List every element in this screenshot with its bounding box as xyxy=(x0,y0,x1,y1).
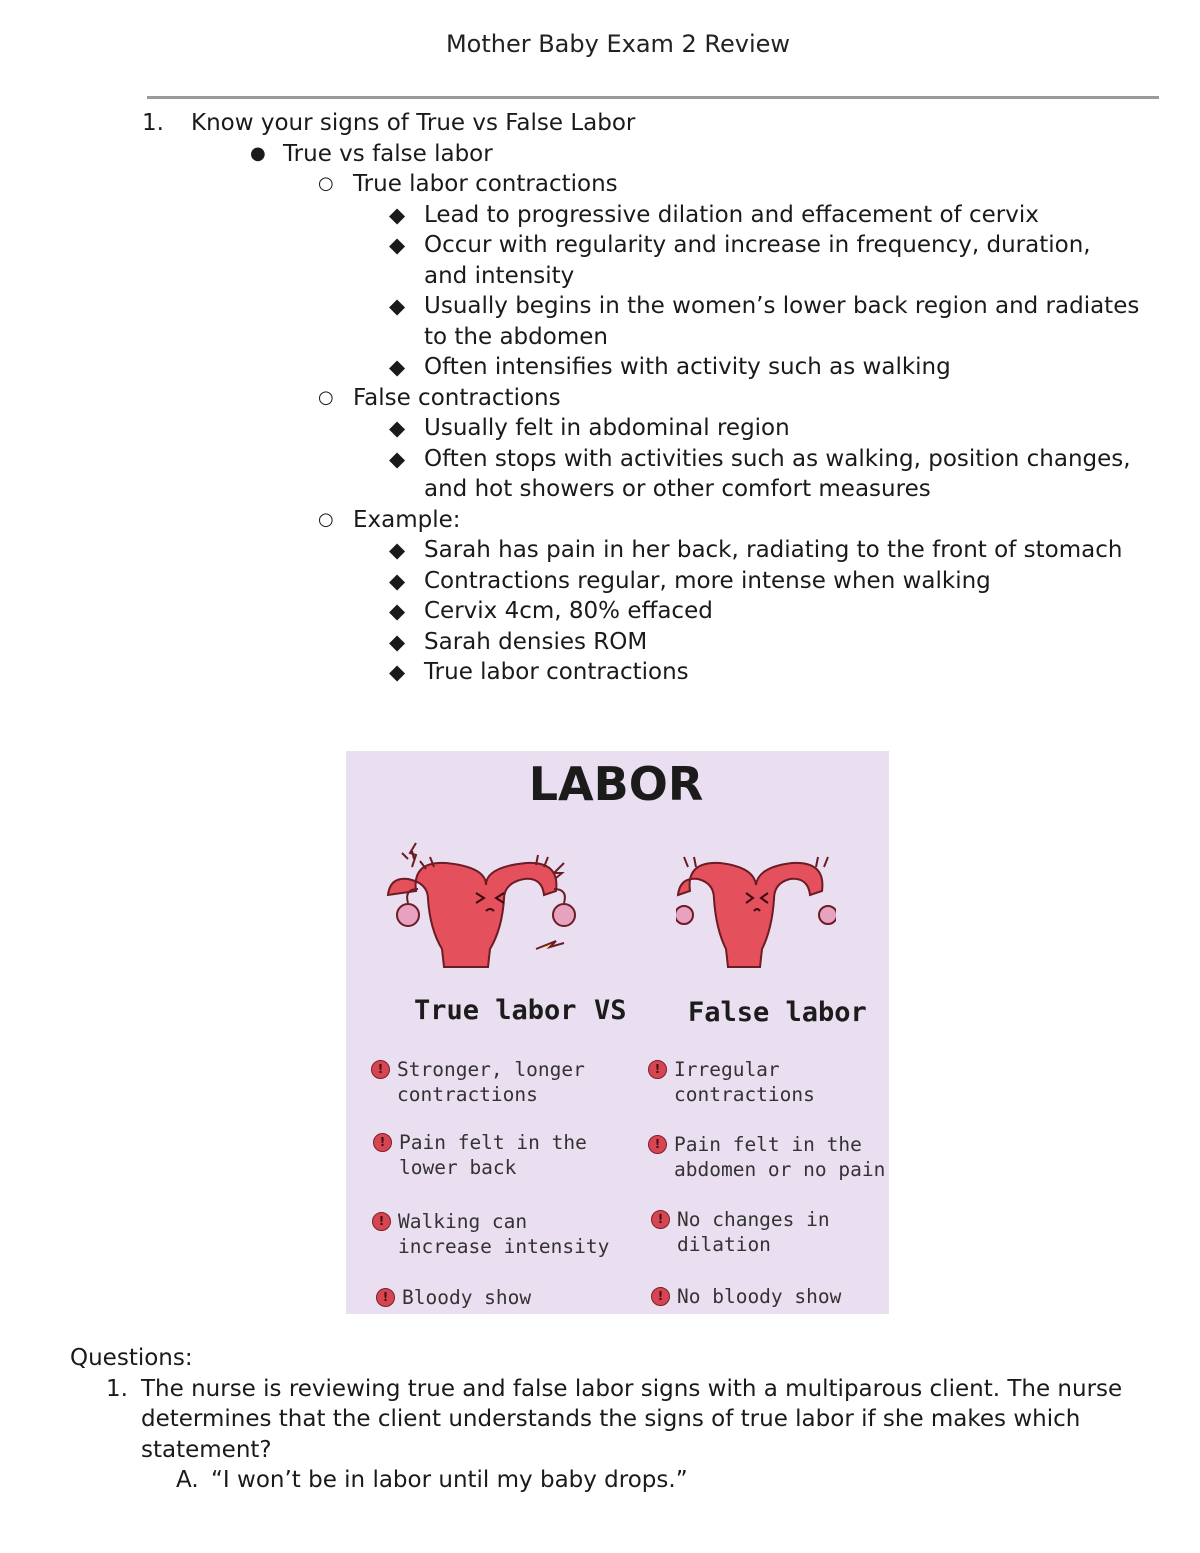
uterus-false-labor-icon xyxy=(676,831,836,976)
diamond-bullet-icon: ◆ xyxy=(389,599,406,623)
alert-bullet-icon: ! xyxy=(373,1133,392,1152)
question-item xyxy=(0,1374,1200,1466)
section-number: 1. xyxy=(142,110,164,136)
topic-text: True vs false labor xyxy=(283,140,493,167)
labor-infographic xyxy=(346,751,889,1314)
group-label: Example: xyxy=(353,506,461,533)
list-item-text: Usually felt in abdominal region xyxy=(424,415,790,441)
list-item-text: Sarah densies ROM xyxy=(424,628,648,655)
diamond-bullet-icon: ◆ xyxy=(389,538,406,562)
list-item-text: Contractions regular, more intense when walking xyxy=(424,567,991,594)
section-heading-line xyxy=(0,108,1200,139)
alert-bullet-icon: ! xyxy=(376,1288,395,1307)
alert-bullet-icon: ! xyxy=(648,1135,667,1154)
false-labor-fact xyxy=(654,1132,888,1182)
fact-text: Stronger, longer contractions xyxy=(397,1058,585,1106)
alert-bullet-icon: ! xyxy=(651,1210,670,1229)
list-item xyxy=(0,566,1200,597)
true-labor-fact xyxy=(379,1130,589,1180)
diamond-bullet-icon: ◆ xyxy=(389,202,406,227)
circle-bullet-icon: ○ xyxy=(318,386,334,408)
fact-text: Pain felt in the lower back xyxy=(399,1131,587,1179)
circle-bullet-icon: ○ xyxy=(318,173,334,194)
list-item-text: True labor contractions xyxy=(424,659,689,685)
list-item-text: Lead to progressive dilation and effacement of cervix xyxy=(424,201,1039,228)
alert-bullet-icon: ! xyxy=(371,1060,390,1079)
diamond-bullet-icon: ◆ xyxy=(389,233,406,257)
infographic-title: LABOR xyxy=(528,757,704,811)
header-divider xyxy=(147,96,1159,99)
list-item xyxy=(0,413,1200,444)
list-item-text: Sarah has pain in her back, radiating to the front of stomach xyxy=(424,537,1123,563)
group-label-line xyxy=(0,169,1200,200)
review-section xyxy=(0,108,1200,688)
document-title: Mother Baby Exam 2 Review xyxy=(445,30,791,58)
questions-label: Questions: xyxy=(70,1345,193,1371)
diamond-bullet-icon: ◆ xyxy=(389,660,406,684)
fact-text: Pain felt in the abdomen or no pain xyxy=(674,1133,886,1181)
true-labor-fact xyxy=(382,1285,602,1310)
fact-text: No bloody show xyxy=(677,1285,842,1308)
list-item-text: Often intensifies with activity such as walking xyxy=(424,354,951,380)
option-letter: A. xyxy=(176,1467,199,1493)
false-labor-fact xyxy=(654,1057,844,1107)
circle-bullet-icon: ○ xyxy=(318,508,334,530)
fact-text: No changes in dilation xyxy=(677,1208,830,1256)
list-item xyxy=(0,657,1200,688)
list-item xyxy=(0,535,1200,566)
list-item xyxy=(0,627,1200,658)
list-item-text: Occur with regularity and increase in frequency, duration, and intensity xyxy=(424,232,1091,289)
questions-section xyxy=(0,1343,1200,1496)
fact-text: Irregular contractions xyxy=(674,1058,815,1106)
list-item xyxy=(0,352,1200,383)
alert-bullet-icon: ! xyxy=(651,1287,670,1306)
diamond-bullet-icon: ◆ xyxy=(389,416,406,440)
disc-bullet-icon: ● xyxy=(250,142,266,164)
diamond-bullet-icon: ◆ xyxy=(389,568,406,593)
diamond-bullet-icon: ◆ xyxy=(389,294,406,318)
true-labor-heading: True labor xyxy=(414,995,577,1026)
option-text: “I won’t be in labor until my baby drops.” xyxy=(211,1467,688,1493)
alert-bullet-icon: ! xyxy=(372,1212,391,1231)
question-number: 1. xyxy=(106,1375,128,1402)
list-item xyxy=(0,444,1200,505)
fact-text: Bloody show xyxy=(402,1286,532,1309)
list-item xyxy=(0,200,1200,231)
group-label-line xyxy=(0,505,1200,536)
list-item xyxy=(0,596,1200,627)
list-item-text: Usually begins in the women’s lower back region and radiates to the abdomen xyxy=(424,293,1140,350)
alert-bullet-icon: ! xyxy=(648,1060,667,1079)
false-labor-fact xyxy=(657,1284,887,1309)
group-label: True labor contractions xyxy=(353,171,618,197)
answer-option xyxy=(0,1465,1200,1496)
true-labor-fact xyxy=(378,1209,618,1259)
diamond-bullet-icon: ◆ xyxy=(389,355,406,379)
section-heading: Know your signs of True vs False Labor xyxy=(191,110,636,136)
false-labor-fact xyxy=(657,1207,847,1257)
diamond-bullet-icon: ◆ xyxy=(389,629,406,654)
uterus-true-labor-icon xyxy=(386,831,586,976)
list-item xyxy=(0,291,1200,352)
false-labor-heading: False labor xyxy=(688,997,867,1028)
true-labor-fact xyxy=(377,1057,597,1107)
group-label-line xyxy=(0,383,1200,414)
list-item-text: Cervix 4cm, 80% effaced xyxy=(424,598,713,624)
topic-line xyxy=(0,139,1200,170)
list-item xyxy=(0,230,1200,291)
fact-text: Walking can increase intensity xyxy=(398,1210,610,1258)
list-item-text: Often stops with activities such as walking, position changes, and hot showers or other comfort measures xyxy=(424,445,1131,502)
versus-label: VS xyxy=(594,995,627,1026)
group-label: False contractions xyxy=(353,384,561,411)
question-text: The nurse is reviewing true and false labor signs with a multiparous client. The nurse determines that the client understands the signs of true labor if she makes which statement? xyxy=(141,1375,1123,1463)
diamond-bullet-icon: ◆ xyxy=(389,446,406,471)
